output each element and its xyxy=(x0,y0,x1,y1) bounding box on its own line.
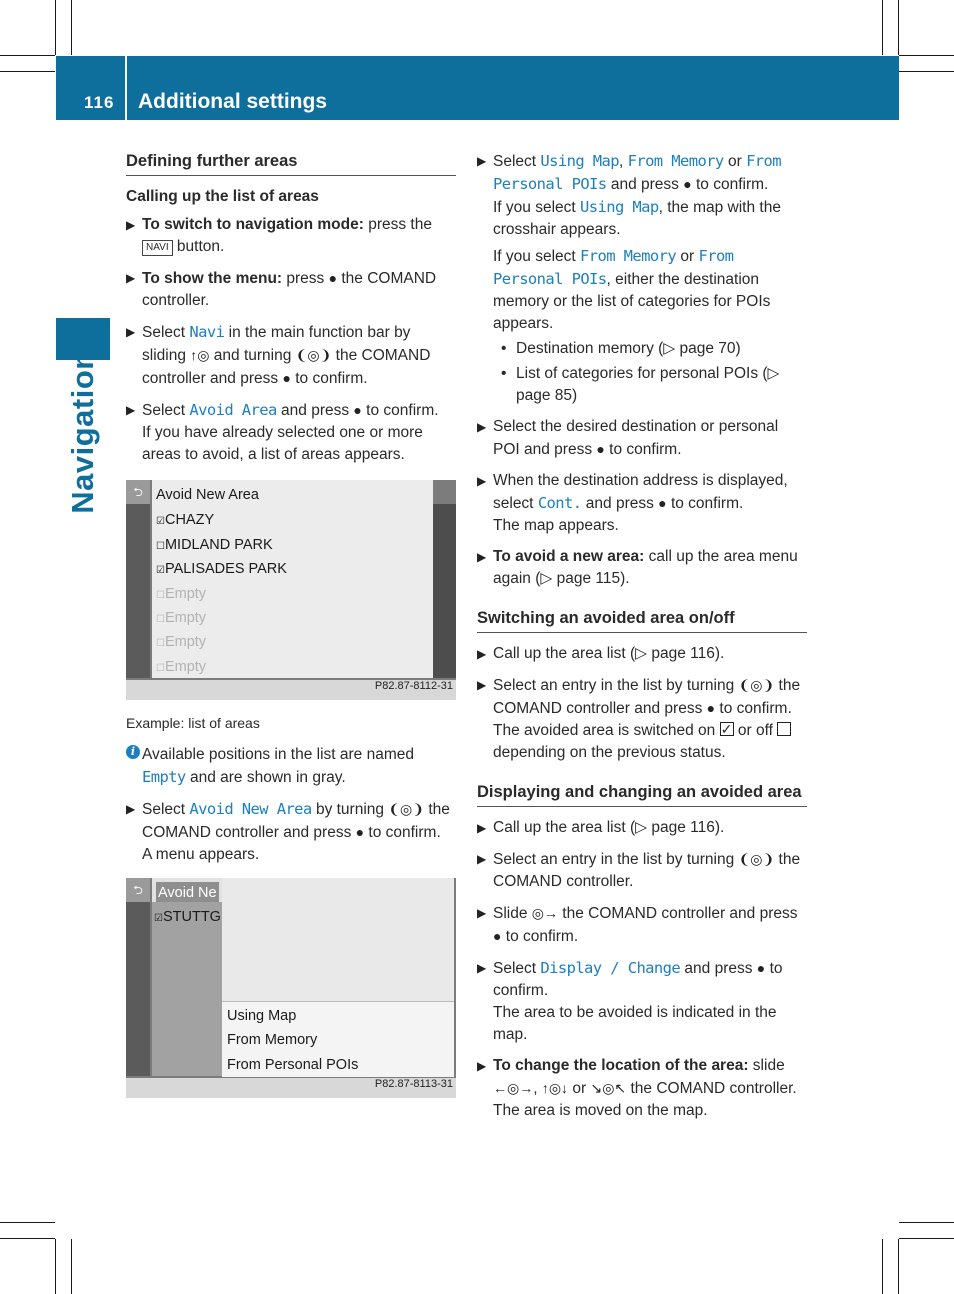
crop-mark xyxy=(0,71,55,72)
crop-mark xyxy=(0,1238,55,1239)
list-item xyxy=(156,607,206,631)
list-item xyxy=(156,583,206,607)
screenshot-area-list xyxy=(126,480,456,700)
step-text: or xyxy=(568,1080,591,1097)
press-controller-icon: ● xyxy=(282,370,291,386)
step-arrow-icon: ▶ xyxy=(126,218,136,232)
instruction-step xyxy=(477,546,807,590)
screen-right-panel xyxy=(433,504,456,678)
crop-mark xyxy=(882,1239,883,1294)
info-icon: i xyxy=(126,745,140,759)
step-note xyxy=(493,245,807,335)
step-text: Call up the area list (▷ page 116). xyxy=(493,819,725,836)
instruction-step xyxy=(126,267,456,312)
list-item xyxy=(156,558,287,582)
press-controller-icon: ● xyxy=(355,824,365,840)
step-text: to confirm. xyxy=(501,928,579,945)
step-arrow-icon: ▶ xyxy=(477,1059,487,1073)
instruction-step xyxy=(126,214,456,258)
note-text: The avoided area is switched on xyxy=(493,722,720,739)
sub-heading: Calling up the list of areas xyxy=(126,188,319,205)
chapter-label: Navigation xyxy=(65,350,100,514)
step-text: and press xyxy=(606,176,684,193)
note-text: depending on the previous status. xyxy=(493,744,726,761)
step-arrow-icon: ▶ xyxy=(126,271,136,285)
instruction-step xyxy=(477,643,807,665)
checkbox-checked-icon xyxy=(720,722,734,736)
step-text: to confirm. xyxy=(364,824,441,841)
step-text: the COMAND controller and press xyxy=(142,347,431,387)
figure-code: P82.87-8112-31 xyxy=(374,680,453,692)
list-header: Avoid New Area xyxy=(156,487,259,503)
step-text: by turning xyxy=(311,801,389,818)
submenu-item: From Personal POIs xyxy=(227,1057,359,1073)
checkbox-icon: ☐ xyxy=(156,541,165,552)
menu-item-code: From Memory xyxy=(580,247,677,265)
step-bold: To avoid a new area: xyxy=(493,548,645,565)
turn-controller-icon: ❨◎❩ xyxy=(738,851,775,867)
navi-key-icon: NAVI xyxy=(142,240,173,256)
list-item xyxy=(156,509,214,533)
menu-item-code: Avoid New Area xyxy=(189,800,312,818)
step-text: the COMAND controller. xyxy=(626,1080,797,1097)
press-controller-icon: ● xyxy=(706,700,716,716)
checkbox-icon: ☐ xyxy=(156,614,165,625)
list-item-label: Empty xyxy=(164,634,207,650)
crop-mark xyxy=(899,71,954,72)
instruction-step xyxy=(477,1055,807,1122)
step-text: button. xyxy=(172,238,225,255)
section-heading: Displaying and changing an avoided area xyxy=(477,781,807,807)
figure-footer xyxy=(126,680,456,700)
press-controller-icon: ● xyxy=(353,402,362,418)
note-text: If you select xyxy=(493,248,581,265)
step-text: the COMAND controller and press xyxy=(493,677,801,717)
step-arrow-icon: ▶ xyxy=(477,647,487,661)
step-text: Select an entry in the list by turning xyxy=(493,851,739,868)
step-note: A menu appears. xyxy=(142,846,260,863)
checkbox-checked-icon: ☑ xyxy=(154,913,163,924)
step-arrow-icon: ▶ xyxy=(477,678,487,692)
checkbox-checked-icon: ☑ xyxy=(156,565,165,576)
menu-item-code: Empty xyxy=(142,768,186,786)
checkbox-icon: ☐ xyxy=(156,663,165,674)
crop-mark xyxy=(898,1239,899,1294)
list-item xyxy=(154,906,221,930)
list-item xyxy=(156,534,273,558)
step-text: and press xyxy=(276,402,354,419)
spacer xyxy=(477,773,807,781)
bullet-text: Destination memory (▷ page 70) xyxy=(516,340,741,357)
slide-right-icon: ◎→ xyxy=(531,905,558,921)
step-text: Select xyxy=(493,153,541,170)
instruction-step xyxy=(477,902,807,948)
menu-item-code: Using Map xyxy=(580,198,659,216)
screen-left-panel xyxy=(126,504,150,678)
step-arrow-icon: ▶ xyxy=(477,821,487,835)
crop-mark xyxy=(898,0,899,55)
list-item xyxy=(156,631,206,655)
menu-item-code: Navi xyxy=(189,323,225,341)
step-arrow-icon: ▶ xyxy=(126,325,136,339)
page-title: Additional settings xyxy=(138,90,327,113)
instruction-step xyxy=(477,416,807,461)
turn-controller-icon: ❨◎❩ xyxy=(295,347,332,363)
step-note xyxy=(493,196,807,241)
crop-mark xyxy=(71,0,72,55)
step-arrow-icon: ▶ xyxy=(126,403,136,417)
press-controller-icon: ● xyxy=(596,441,605,457)
step-note: The area is moved on the map. xyxy=(493,1102,708,1119)
step-note: The map appears. xyxy=(493,517,619,534)
left-column xyxy=(126,150,456,1104)
crop-mark xyxy=(55,1239,56,1294)
bullet-dot: • xyxy=(501,365,507,382)
step-text: and press xyxy=(581,495,659,512)
back-icon: ⮌ xyxy=(126,480,150,504)
bullet-item xyxy=(493,338,807,360)
step-text: to confirm. xyxy=(604,441,682,458)
slide-up-icon: ↑◎ xyxy=(190,347,210,363)
step-arrow-icon: ▶ xyxy=(477,906,487,920)
step-text: call up the area menu again (▷ page 115). xyxy=(493,548,798,587)
step-text: , xyxy=(533,1080,542,1097)
list-item-label: MIDLAND PARK xyxy=(164,537,273,553)
step-arrow-icon: ▶ xyxy=(477,474,487,488)
instruction-step xyxy=(126,321,456,390)
instruction-step xyxy=(477,957,807,1046)
step-text: Select xyxy=(493,960,541,977)
step-text: Call up the area list (▷ page 116). xyxy=(493,645,725,662)
crop-mark xyxy=(882,0,883,55)
area-list xyxy=(152,480,433,678)
slide-up-down-icon: ↑◎↓ xyxy=(541,1080,569,1096)
back-icon: ⮌ xyxy=(126,878,150,902)
bullet-dot: • xyxy=(501,340,507,357)
figure-code: P82.87-8113-31 xyxy=(374,1078,453,1090)
page-number: 116 xyxy=(84,93,115,112)
area-submenu xyxy=(222,1001,454,1077)
info-text: and are shown in gray. xyxy=(185,769,346,786)
figure-footer xyxy=(126,1078,456,1098)
step-text: Select the desired destination or personal POI and press xyxy=(493,418,779,458)
instruction-step xyxy=(126,399,456,466)
step-text: Select an entry in the list by turning xyxy=(493,677,739,694)
step-text: to confirm. xyxy=(290,370,368,387)
crop-mark xyxy=(899,1238,954,1239)
slide-diagonal-icon: ↘◎↖ xyxy=(590,1080,627,1096)
slide-left-right-icon: ←◎→ xyxy=(493,1080,534,1096)
note-text: or off xyxy=(733,722,778,739)
step-text: Select xyxy=(142,402,190,419)
step-text: to confirm. xyxy=(666,495,744,512)
menu-item-code: Cont. xyxy=(537,494,582,512)
press-controller-icon: ● xyxy=(683,176,692,192)
press-controller-icon: ● xyxy=(658,495,667,511)
step-text: to confirm. xyxy=(715,700,792,717)
step-text: Slide xyxy=(493,905,532,922)
list-item-label: PALISADES PARK xyxy=(164,561,287,577)
spacer xyxy=(477,599,807,607)
instruction-step xyxy=(477,674,807,764)
checkbox-icon: ☐ xyxy=(156,638,165,649)
step-note: The area to be avoided is indicated in the map. xyxy=(493,1004,777,1043)
press-controller-icon: ● xyxy=(756,960,766,976)
crop-mark xyxy=(0,1222,55,1223)
bullet-item xyxy=(493,363,807,407)
note-text: If you select xyxy=(493,199,581,216)
step-text: When the destination address is displayed, select xyxy=(493,472,788,512)
instruction-step xyxy=(477,848,807,893)
step-bold: To switch to navigation mode: xyxy=(142,216,364,233)
instruction-step xyxy=(477,470,807,537)
dimmed-list xyxy=(152,902,222,1076)
right-column xyxy=(477,150,807,1131)
step-text: and press xyxy=(680,960,757,977)
step-text: to confirm. xyxy=(361,402,439,419)
step-text: to confirm. xyxy=(691,176,769,193)
info-text: Available positions in the list are named xyxy=(142,746,414,763)
step-text: , xyxy=(618,153,628,170)
section-heading: Switching an avoided area on/off xyxy=(477,607,807,633)
section-heading: Defining further areas xyxy=(126,150,456,176)
step-arrow-icon: ▶ xyxy=(477,550,487,564)
crop-mark xyxy=(0,55,55,56)
step-arrow-icon: ▶ xyxy=(477,852,487,866)
list-item-label: Empty xyxy=(164,610,207,626)
figure-caption: Example: list of areas xyxy=(126,715,260,731)
menu-item-code: Display / Change xyxy=(540,959,681,977)
list-item-label: STUTTG xyxy=(162,909,221,925)
step-text: Select xyxy=(142,324,190,341)
instruction-step xyxy=(126,798,456,866)
turn-controller-icon: ❨◎❩ xyxy=(738,677,775,693)
step-text: the COMAND controller. xyxy=(142,270,437,309)
list-item xyxy=(156,656,206,680)
press-controller-icon: ● xyxy=(328,270,338,286)
list-item-label: CHAZY xyxy=(164,512,215,528)
menu-item-code: Avoid Area xyxy=(189,401,277,419)
menu-item-code: Using Map xyxy=(540,152,619,170)
step-text: slide xyxy=(748,1057,785,1074)
step-arrow-icon: ▶ xyxy=(477,420,487,434)
crop-mark xyxy=(899,1222,954,1223)
step-arrow-icon: ▶ xyxy=(477,154,487,168)
menu-item-code: From Personal POIs xyxy=(493,152,782,193)
note-text: or xyxy=(676,248,699,265)
checkbox-checked-icon: ☑ xyxy=(156,516,165,527)
instruction-step xyxy=(477,150,807,407)
submenu-item: From Memory xyxy=(227,1032,318,1048)
list-item-label: Empty xyxy=(164,586,207,602)
crop-mark xyxy=(55,0,56,55)
step-arrow-icon: ▶ xyxy=(126,802,136,816)
step-text: press xyxy=(282,270,329,287)
step-text: to confirm. xyxy=(493,960,783,999)
menu-item-code: From Personal POIs xyxy=(493,247,734,288)
checkbox-icon xyxy=(777,722,791,736)
step-text: the COMAND controller. xyxy=(493,851,801,890)
instruction-step xyxy=(477,817,807,839)
header-divider xyxy=(125,56,127,120)
info-note xyxy=(126,744,456,789)
press-controller-icon: ● xyxy=(493,928,502,944)
step-text: Select xyxy=(142,801,190,818)
crop-mark xyxy=(71,1239,72,1294)
screen-left-panel xyxy=(126,902,150,1076)
submenu-item: Using Map xyxy=(227,1008,297,1024)
step-text: and turning xyxy=(209,347,296,364)
step-bold: To change the location of the area: xyxy=(493,1057,749,1074)
list-header: Avoid Ne xyxy=(156,882,219,904)
step-text: the COMAND controller and press xyxy=(142,801,450,841)
checkbox-icon: ☐ xyxy=(156,590,165,601)
step-bold: To show the menu: xyxy=(142,270,283,287)
turn-controller-icon: ❨◎❩ xyxy=(388,801,425,817)
note-text: , either the destination memory or the list of categories for POIs appears. xyxy=(493,271,771,332)
menu-background xyxy=(222,878,454,1001)
note-text: , the map with the crosshair appears. xyxy=(493,199,781,238)
step-arrow-icon: ▶ xyxy=(477,961,487,975)
menu-item-code: From Memory xyxy=(627,152,724,170)
screenshot-area-menu xyxy=(126,878,456,1098)
step-note xyxy=(493,720,807,764)
step-text: or xyxy=(723,153,747,170)
step-note: If you have already selected one or more areas to avoid, a list of areas appears. xyxy=(142,424,423,463)
step-text: in the main function bar by sliding xyxy=(142,324,411,364)
step-text: the COMAND controller and press xyxy=(558,905,798,922)
step-text: press the xyxy=(363,216,432,233)
list-item-label: Empty xyxy=(164,659,207,675)
bullet-text: List of categories for personal POIs (▷ page 85) xyxy=(516,365,780,404)
crop-mark xyxy=(899,55,954,56)
